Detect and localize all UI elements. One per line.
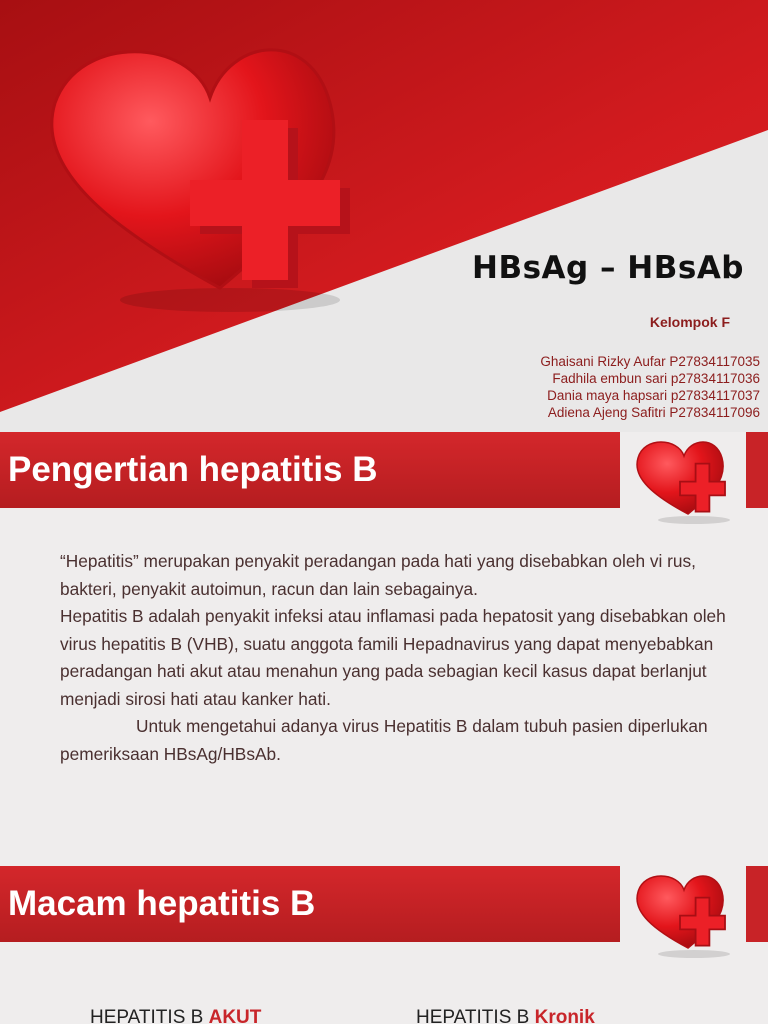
section-heading: Pengertian hepatitis B [8, 450, 378, 489]
heart-with-cross-icon [632, 434, 736, 524]
paragraph-text: Untuk mengetahui adanya virus Hepatitis B dalam tubuh pasien diperlukan pemeriksaan HBsAg/HBsAb. [60, 716, 708, 764]
title-slide [0, 0, 768, 432]
member-item: Fadhila embun sari p27834117036 [552, 371, 760, 386]
member-item: Dania maya hapsari p27834117037 [547, 388, 760, 403]
label-prefix: HEPATITIS B [90, 1007, 209, 1024]
definition-text [60, 548, 740, 768]
paragraph-text: merupakan penyakit peradangan pada hati yang disebabkan oleh vi rus, bakteri, penyakit autoimun, racun dan lain sebagainya. [60, 551, 696, 599]
label-prefix: HEPATITIS B [416, 1007, 535, 1024]
definition-slide [0, 432, 768, 860]
chronic-hepatitis-label [416, 1007, 595, 1024]
member-item: Ghaisani Rizky Aufar P27834117035 [540, 354, 760, 369]
heart-with-cross-icon [40, 28, 370, 318]
header-side-strip [746, 432, 768, 508]
page-title: HBsAg – HBsAb [472, 250, 744, 286]
label-emphasis: AKUT [208, 1007, 262, 1024]
acute-hepatitis-label [90, 1007, 261, 1024]
types-slide [0, 864, 768, 1024]
heart-with-cross-icon [632, 868, 736, 958]
paragraph: Hepatitis B adalah penyakit infeksi atau inflamasi pada hepatosit yang disebabkan oleh virus hepatitis B (VHB), suatu anggota famili Hepadnavirus yang dapat menyebabkan peradangan hati akut atau menahun yang pada sebagian kecil kasus dapat berlanjut menjadi sirosi hati atau kanker hati. [60, 606, 726, 709]
hepatitis-term: “Hepatitis” [60, 551, 139, 571]
section-heading: Macam hepatitis B [8, 884, 316, 923]
label-emphasis: Kronik [534, 1007, 595, 1024]
header-side-strip [746, 866, 768, 942]
member-item: Adiena Ajeng Safitri P27834117096 [547, 405, 760, 420]
group-label: Kelompok F [649, 314, 730, 330]
member-list [540, 353, 760, 421]
paragraph [60, 713, 740, 768]
paragraph [60, 548, 740, 603]
slide-header [0, 866, 768, 942]
slide-header [0, 432, 768, 508]
